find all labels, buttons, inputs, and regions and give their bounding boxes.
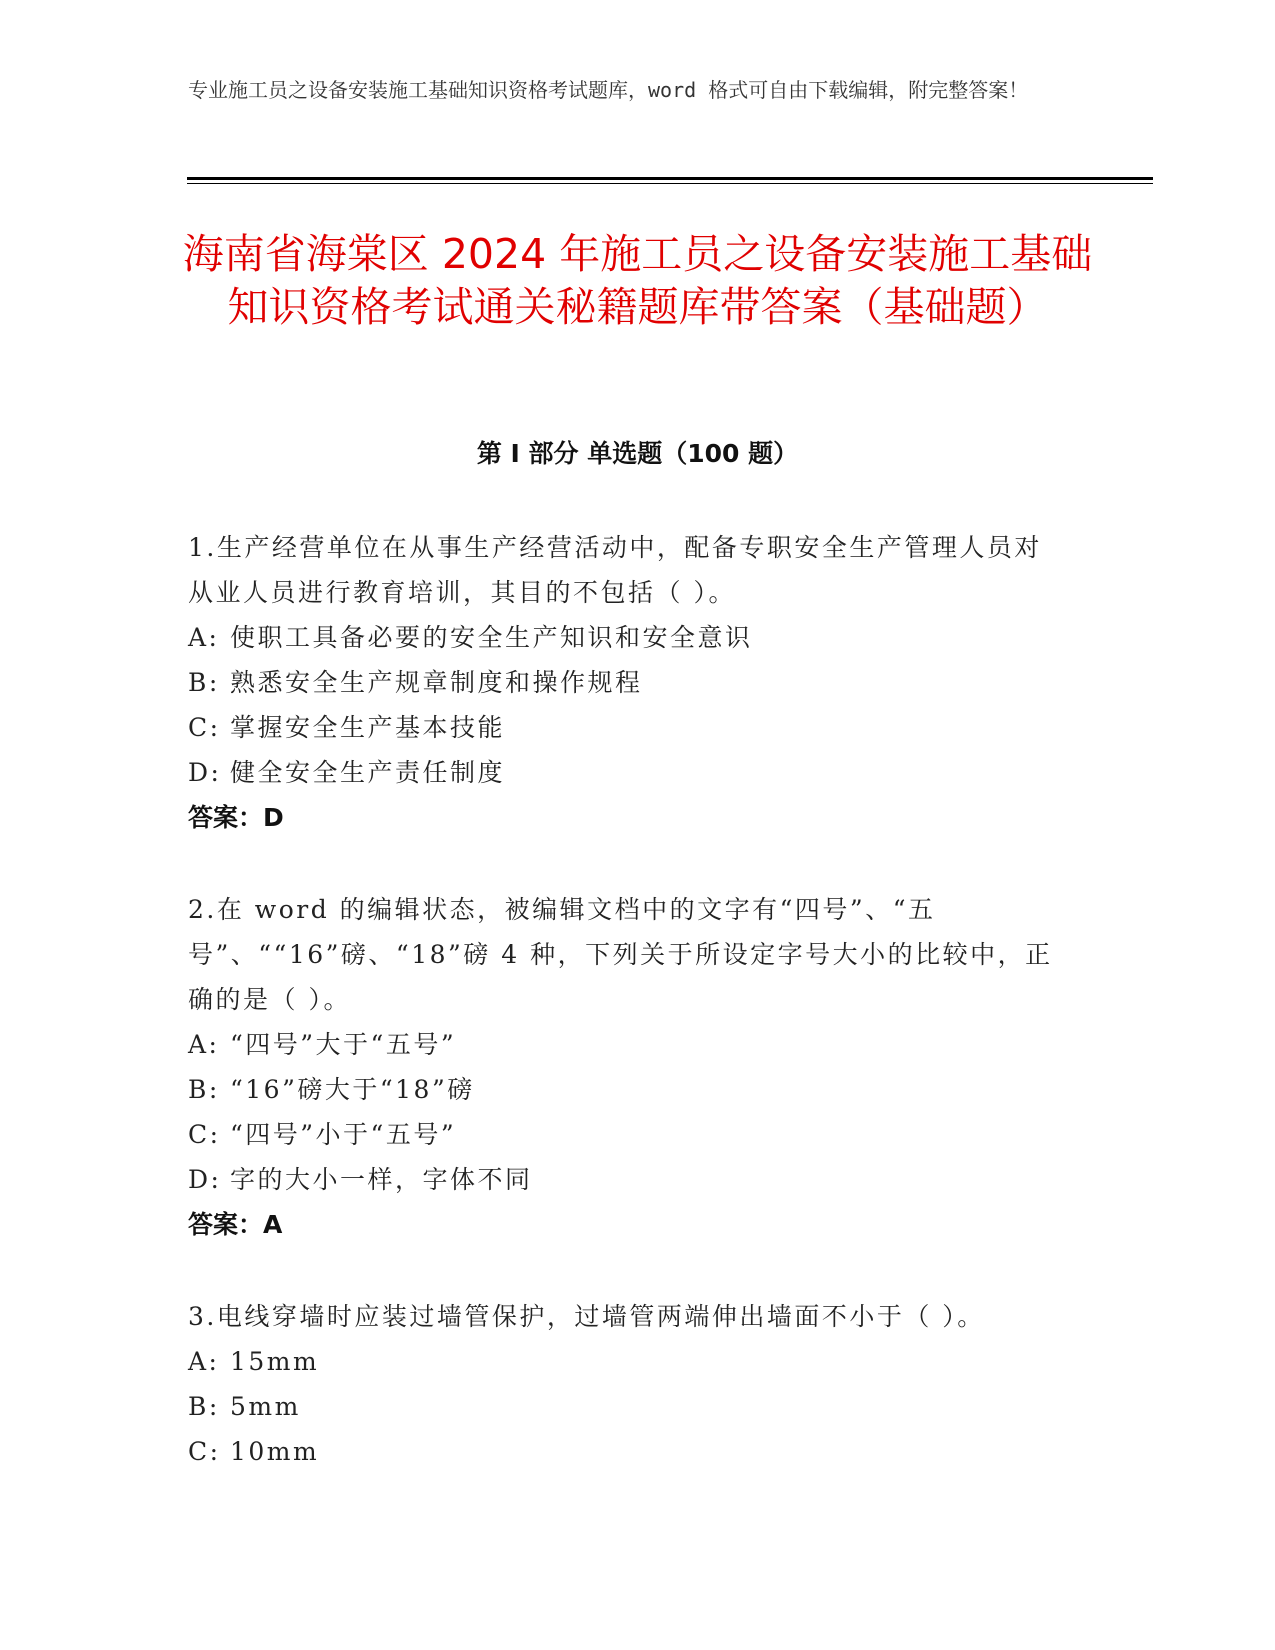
option-text: 15mm <box>230 1347 320 1376</box>
document-title: 海南省海棠区 2024 年施工员之设备安装施工基础知识资格考试通关秘籍题库带答案（基础题） <box>182 230 1093 331</box>
option-label: C: <box>188 1437 221 1466</box>
option-label: A: <box>188 623 220 652</box>
option-text: 健全安全生产责任制度 <box>230 758 506 787</box>
option-text: 掌握安全生产基本技能 <box>230 713 506 742</box>
question-list <box>188 525 1058 1521</box>
option-a <box>188 1022 1058 1067</box>
option-label: C: <box>188 1120 221 1149</box>
question-stem: 3.电线穿墙时应装过墙管保护，过墙管两端伸出墙面不小于（ ）。 <box>188 1302 985 1331</box>
option-text: 10mm <box>230 1437 320 1466</box>
option-d <box>188 750 1058 795</box>
question-stem: 2.在 word 的编辑状态，被编辑文档中的文字有“四号”、“五号”、““16”磅、“18”磅 4 种，下列关于所设定字号大小的比较中，正确的是（ ）。 <box>188 895 1053 1014</box>
question-1 <box>188 525 1058 840</box>
header-divider-thin <box>187 183 1153 184</box>
header-divider-thick <box>187 177 1153 180</box>
option-text: “16”磅大于“18”磅 <box>230 1075 475 1104</box>
header-note: 专业施工员之设备安装施工基础知识资格考试题库，word 格式可自由下载编辑，附完整答案！ <box>188 78 1029 102</box>
option-c <box>188 1429 1058 1474</box>
question-stem: 1.生产经营单位在从事生产经营活动中，配备专职安全生产管理人员对从业人员进行教育培训，其目的不包括（ ）。 <box>188 533 1042 607</box>
option-b <box>188 1384 1058 1429</box>
option-label: B: <box>188 1392 220 1421</box>
option-label: C: <box>188 713 221 742</box>
option-label: A: <box>188 1030 220 1059</box>
option-label: B: <box>188 668 220 697</box>
option-text: “四号”小于“五号” <box>230 1120 457 1149</box>
answer-line: 答案：D <box>188 803 284 832</box>
option-text: 使职工具备必要的安全生产知识和安全意识 <box>230 623 753 652</box>
option-label: D: <box>188 1165 222 1194</box>
option-c <box>188 1112 1058 1157</box>
option-a <box>188 1339 1058 1384</box>
option-b <box>188 1067 1058 1112</box>
option-text: 5mm <box>230 1392 301 1421</box>
option-d <box>188 1157 1058 1202</box>
question-3 <box>188 1294 1058 1474</box>
option-c <box>188 705 1058 750</box>
answer-line: 答案：A <box>188 1210 283 1239</box>
option-text: “四号”大于“五号” <box>230 1030 457 1059</box>
option-label: D: <box>188 758 222 787</box>
option-text: 字的大小一样，字体不同 <box>230 1165 533 1194</box>
option-text: 熟悉安全生产规章制度和操作规程 <box>230 668 643 697</box>
section-heading: 第 I 部分 单选题（100 题） <box>476 439 799 468</box>
option-a <box>188 615 1058 660</box>
question-2 <box>188 887 1058 1247</box>
option-b <box>188 660 1058 705</box>
option-label: B: <box>188 1075 220 1104</box>
option-label: A: <box>188 1347 220 1376</box>
